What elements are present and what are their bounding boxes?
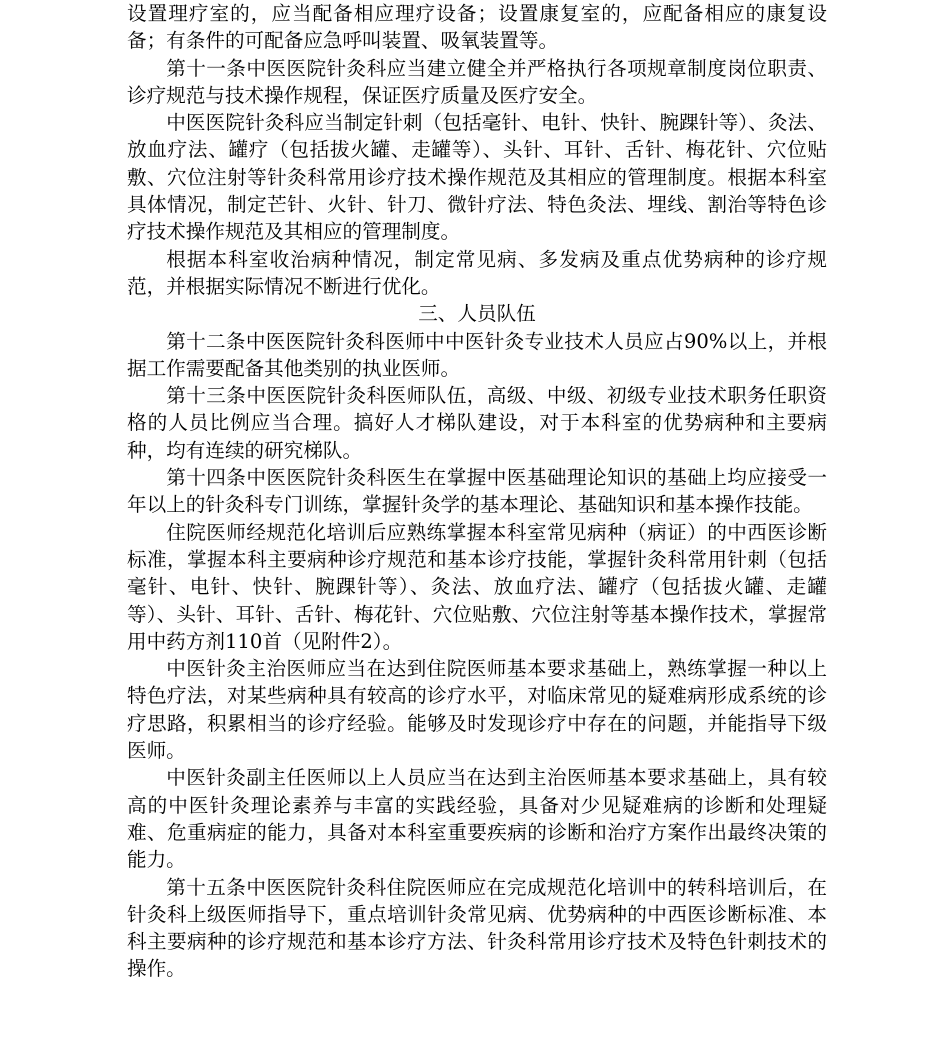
paragraph-resident-physician: 住院医师经规范化培训后应熟练掌握本科室常见病种（病证）的中西医诊断标准，掌握本科主要病种诊疗规范和基本诊疗技能，掌握针灸科常用针刺（包括毫针、电针、快针、腕踝针等）、灸法、放血疗法、罐疗（包括拔火罐、走罐等）、头针、耳针、舌针、梅花针、穴位贴敷、穴位注射等基本操作技术，掌握常用中药方剂110首（见附件2）。	[127, 520, 827, 653]
paragraph-article-12: 第十二条中医医院针灸科医师中中医针灸专业技术人员应占90%以上，并根据工作需要配备其他类别的执业医师。	[127, 329, 827, 380]
document-body	[127, 0, 827, 983]
paragraph-associate-chief-physician: 中医针灸副主任医师以上人员应当在达到主治医师基本要求基础上，具有较高的中医针灸理论素养与丰富的实践经验，具备对少见疑难病的诊断和处理疑难、危重病症的能力，具备对本科室重要疾病的诊断和治疗方案作出最终决策的能力。	[127, 766, 827, 872]
paragraph-equipment: 设置理疗室的，应当配备相应理疗设备；设置康复室的，应配备相应的康复设备；有条件的可配备应急呼叫装置、吸氧装置等。	[127, 2, 827, 53]
paragraph-article-15: 第十五条中医医院针灸科住院医师应在完成规范化培训中的转科培训后，在针灸科上级医师指导下，重点培训针灸常见病、优势病种的中西医诊断标准、本科主要病种的诊疗规范和基本诊疗方法、针灸科常用诊疗技术及特色针刺技术的操作。	[127, 875, 827, 981]
paragraph-article-11: 第十一条中医医院针灸科应当建立健全并严格执行各项规章制度岗位职责、诊疗规范与技术操作规程，保证医疗质量及医疗安全。	[127, 56, 827, 107]
paragraph-disease-specs: 根据本科室收治病种情况，制定常见病、多发病及重点优势病种的诊疗规范，并根据实际情况不断进行优化。	[127, 247, 827, 298]
paragraph-attending-physician: 中医针灸主治医师应当在达到住院医师基本要求基础上，熟练掌握一种以上特色疗法，对某些病种具有较高的诊疗水平，对临床常见的疑难病形成系统的诊疗思路，积累相当的诊疗经验。能够及时发现诊疗中存在的问题，并能指导下级医师。	[127, 657, 827, 763]
section-heading-personnel: 三、人员队伍	[418, 302, 536, 326]
paragraph-article-14: 第十四条中医医院针灸科医生在掌握中医基础理论知识的基础上均应接受一年以上的针灸科专门训练，掌握针灸学的基本理论、基础知识和基本操作技能。	[127, 466, 827, 517]
paragraph-article-13: 第十三条中医医院针灸科医师队伍，高级、中级、初级专业技术职务任职资格的人员比例应当合理。搞好人才梯队建设，对于本科室的优势病种和主要病种，均有连续的研究梯队。	[127, 384, 827, 462]
paragraph-technical-specs: 中医医院针灸科应当制定针刺（包括毫针、电针、快针、腕踝针等）、灸法、放血疗法、罐疗（包括拔火罐、走罐等）、头针、耳针、舌针、梅花针、穴位贴敷、穴位注射等针灸科常用诊疗技术操作规范及其相应的管理制度。根据本科室具体情况，制定芒针、火针、针刀、微针疗法、特色灸法、埋线、割治等特色诊疗技术操作规范及其相应的管理制度。	[127, 111, 827, 244]
